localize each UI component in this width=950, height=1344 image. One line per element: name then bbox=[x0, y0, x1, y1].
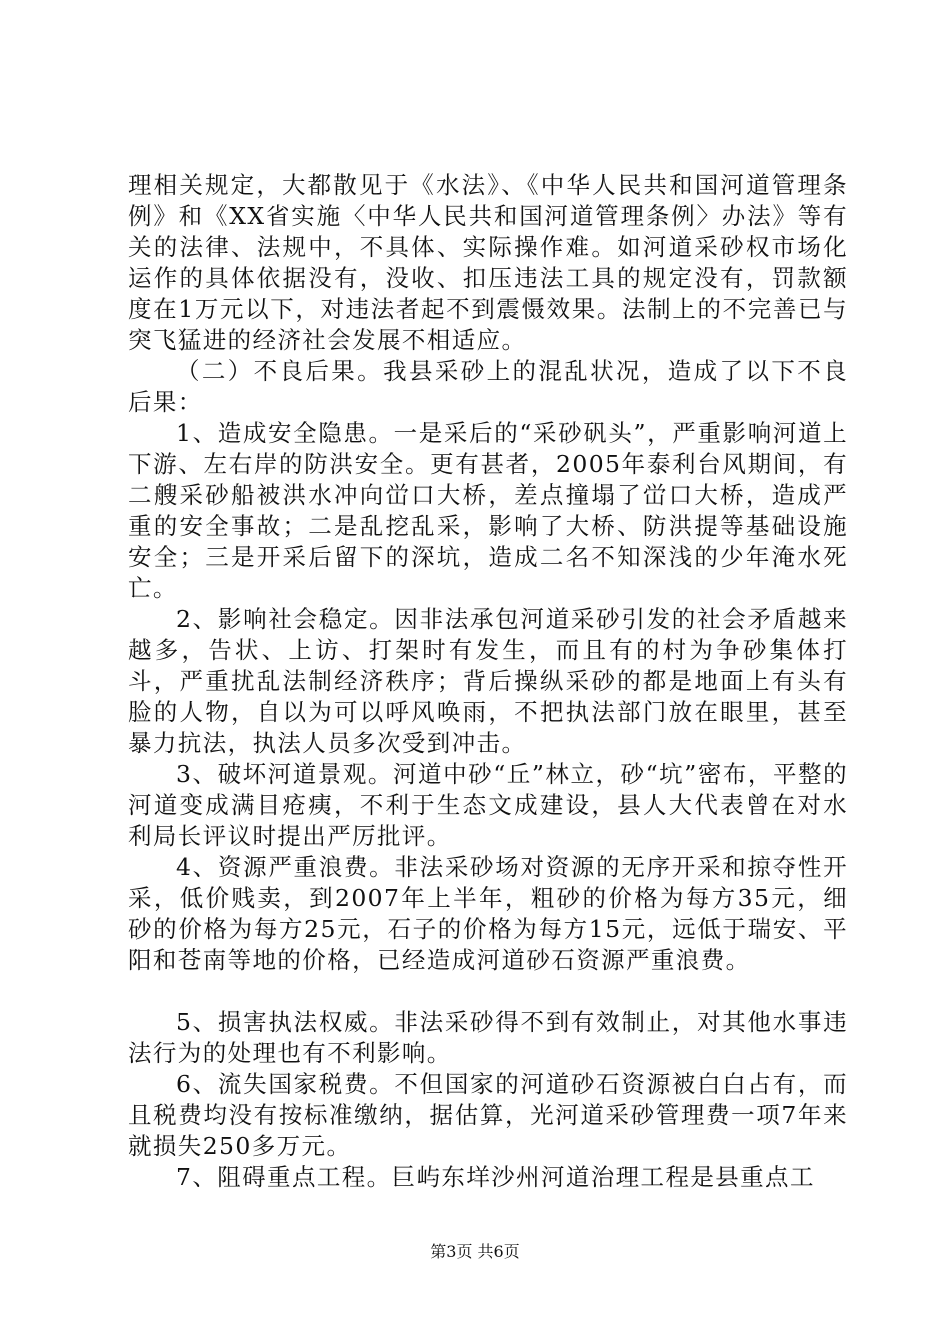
paragraph-consequences-heading: （二）不良后果。我县采砂上的混乱状况，造成了以下不良后果： bbox=[128, 357, 848, 416]
paragraph-safety-hazard: 1、造成安全隐患。一是采后的“采砂矾头”，严重影响河道上下游、左右岸的防洪安全。更有甚者，2005年泰利台风期间，有二艘采砂船被洪水冲向峃口大桥，差点撞塌了峃口大桥，造成严重的安全事故；二是乱挖乱采，影响了大桥、防洪提等基础设施安全；三是开采后留下的深坑，造成二名不知深浅的少年淹水死亡。 bbox=[128, 419, 848, 602]
document-body bbox=[128, 170, 848, 1193]
paragraph-law-authority: 5、损害执法权威。非法采砂得不到有效制止，对其他水事违法行为的处理也有不利影响。 bbox=[128, 1008, 848, 1067]
paragraph-tax-loss: 6、流失国家税费。不但国家的河道砂石资源被白白占有，而且税费均没有按标准缴纳，据估算，光河道采砂管理费一项7年来就损失250多万元。 bbox=[128, 1070, 848, 1160]
paragraph-key-projects: 7、阻碍重点工程。巨屿东垟沙州河道治理工程是县重点工 bbox=[176, 1163, 815, 1191]
paragraph-resource-waste: 4、资源严重浪费。非法采砂场对资源的无序开采和掠夺性开采，低价贱卖，到2007年上半年，粗砂的价格为每方35元，细砂的价格为每方25元，石子的价格为每方15元，远低于瑞安、平阳和苍南等地的价格，已经造成河道砂石资源严重浪费。 bbox=[128, 853, 848, 974]
paragraph-social-stability: 2、影响社会稳定。因非法承包河道采砂引发的社会矛盾越来越多，告状、上访、打架时有发生，而且有的村为争砂集体打斗，严重扰乱法制经济秩序；背后操纵采砂的都是地面上有头有脸的人物，自以为可以呼风唤雨，不把执法部门放在眼里，甚至暴力抗法，执法人员多次受到冲击。 bbox=[128, 605, 848, 757]
paragraph-legal-basis: 理相关规定，大都散见于《水法》、《中华人民共和国河道管理条例》和《XX省实施〈中华人民共和国河道管理条例〉办法》等有关的法律、法规中，不具体、实际操作难。如河道采砂权市场化运作的具体依据没有，没收、扣压违法工具的规定没有，罚款额度在1万元以下，对违法者起不到震慑效果。法制上的不完善已与突飞猛进的经济社会发展不相适应。 bbox=[128, 171, 848, 354]
paragraph-river-landscape: 3、破坏河道景观。河道中砂“丘”林立，砂“坑”密布，平整的河道变成满目疮痍，不利于生态文成建设，县人大代表曾在对水利局长评议时提出严厉批评。 bbox=[128, 760, 848, 850]
page-number-footer: 第3页 共6页 bbox=[430, 1242, 520, 1261]
